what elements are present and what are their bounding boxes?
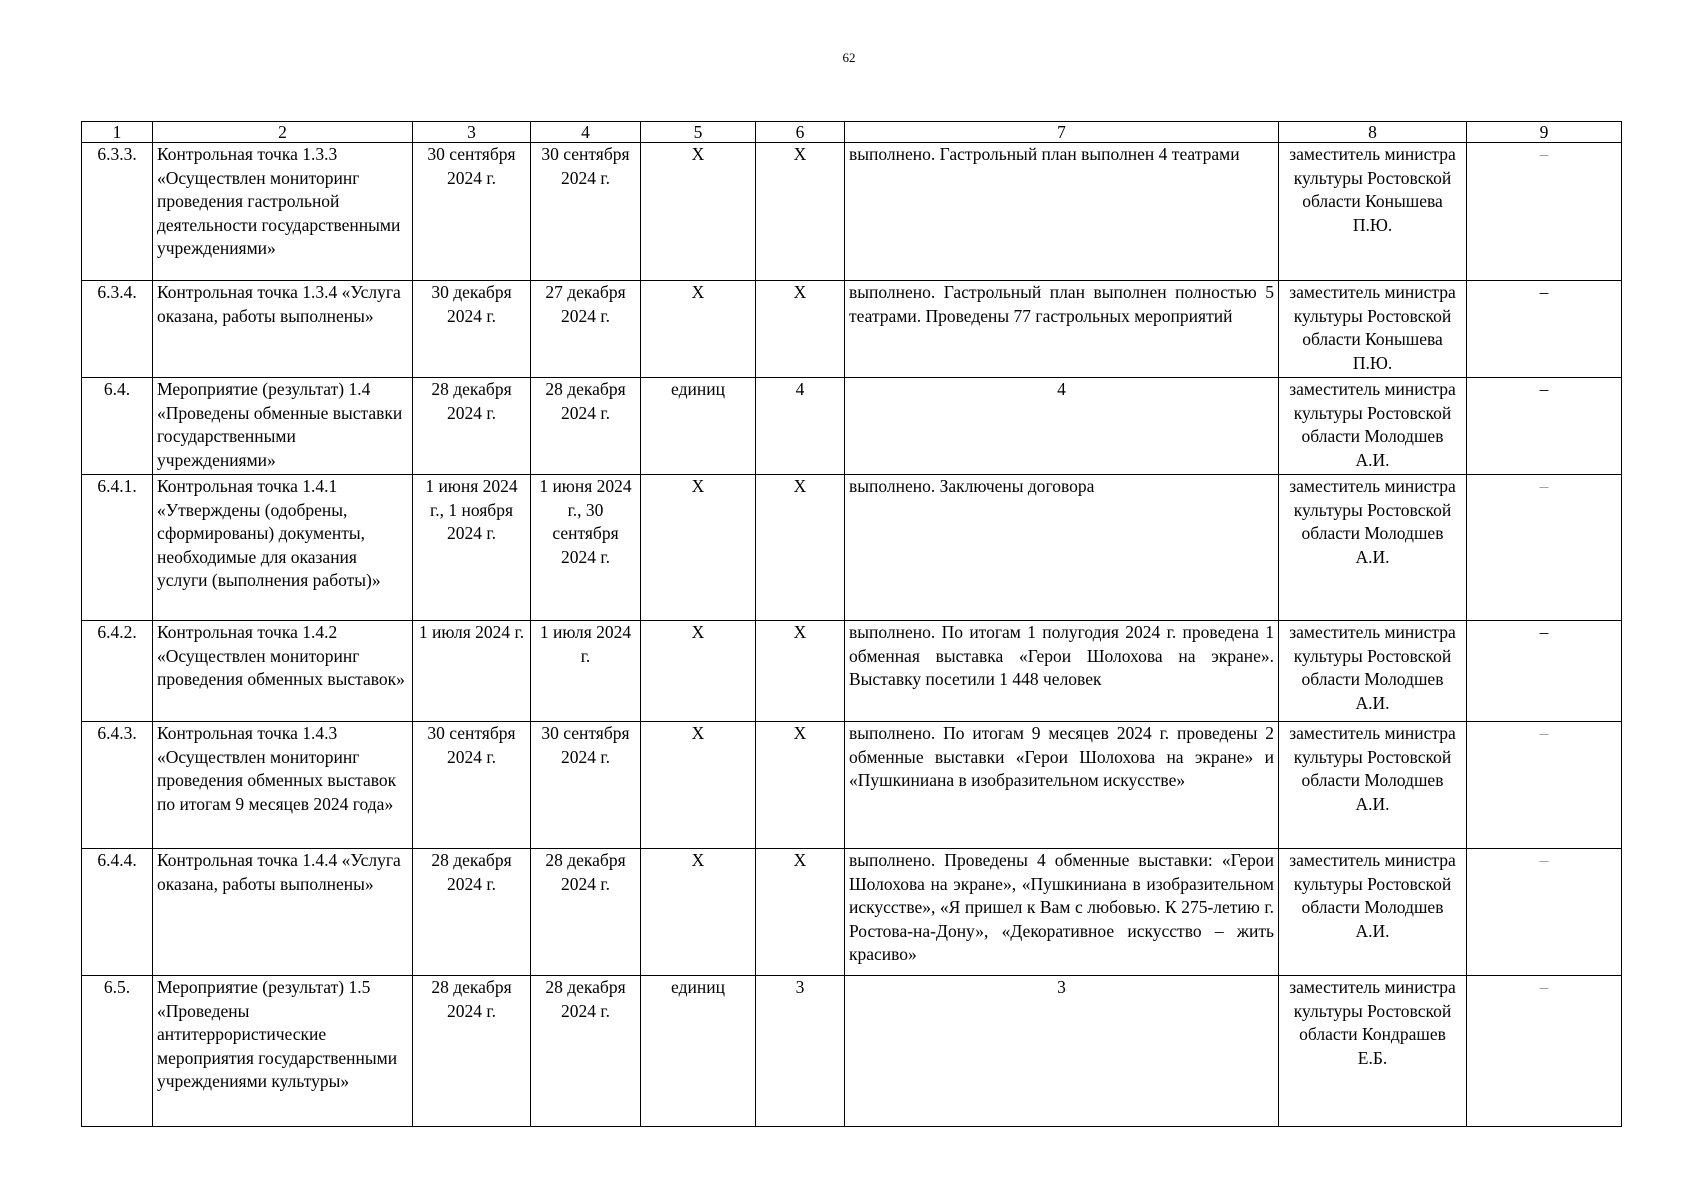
status-cell: выполнено. По итогам 1 полугодия 2024 г. проведена 1 обменная выставка «Герои Шолохова на экране». Выставку посетили 1 448 человек: [845, 621, 1279, 722]
table-row: [82, 722, 1622, 849]
unit-cell: Х: [641, 143, 756, 281]
value-cell: 4: [756, 378, 845, 475]
note-cell: –: [1467, 849, 1622, 976]
unit-cell: единиц: [641, 378, 756, 475]
fact-date: 1 июля 2024 г.: [531, 621, 641, 722]
unit-cell: единиц: [641, 976, 756, 1127]
plan-date: 28 декабря 2024 г.: [413, 378, 531, 475]
table-row: [82, 143, 1622, 281]
fact-date: 27 декабря 2024 г.: [531, 281, 641, 378]
plan-date: 30 сентября 2024 г.: [413, 722, 531, 849]
note-cell: –: [1467, 281, 1622, 378]
header-cell: 5: [641, 122, 756, 143]
table-row: [82, 621, 1622, 722]
responsible-cell: заместитель министра культуры Ростовской области Конышева П.Ю.: [1279, 281, 1467, 378]
responsible-cell: заместитель министра культуры Ростовской области Конышева П.Ю.: [1279, 143, 1467, 281]
row-name: Контрольная точка 1.4.1 «Утверждены (одобрены, сформированы) документы, необходимые для оказания услуги (выполнения работы)»: [153, 475, 413, 621]
value-cell: 3: [756, 976, 845, 1127]
row-name: Контрольная точка 1.3.3 «Осуществлен мониторинг проведения гастрольной деятельности государственными учреждениями»: [153, 143, 413, 281]
value-cell: Х: [756, 281, 845, 378]
value-cell: Х: [756, 475, 845, 621]
note-cell: –: [1467, 378, 1622, 475]
note-cell: –: [1467, 976, 1622, 1127]
responsible-cell: заместитель министра культуры Ростовской области Молодшев А.И.: [1279, 378, 1467, 475]
row-number: 6.4.2.: [82, 621, 153, 722]
table-row: [82, 849, 1622, 976]
plan-date: 30 декабря 2024 г.: [413, 281, 531, 378]
plan-date: 30 сентября 2024 г.: [413, 143, 531, 281]
header-cell: 2: [153, 122, 413, 143]
plan-date: 28 декабря 2024 г.: [413, 849, 531, 976]
value-cell: Х: [756, 143, 845, 281]
row-name: Контрольная точка 1.4.2 «Осуществлен мониторинг проведения обменных выставок»: [153, 621, 413, 722]
header-cell: 1: [82, 122, 153, 143]
status-cell: 3: [845, 976, 1279, 1127]
row-number: 6.4.3.: [82, 722, 153, 849]
note-cell: –: [1467, 143, 1622, 281]
header-cell: 8: [1279, 122, 1467, 143]
fact-date: 28 декабря 2024 г.: [531, 976, 641, 1127]
status-cell: 4: [845, 378, 1279, 475]
row-name: Мероприятие (результат) 1.4 «Проведены обменные выставки государственными учреждениями»: [153, 378, 413, 475]
fact-date: 1 июня 2024 г., 30 сентября 2024 г.: [531, 475, 641, 621]
value-cell: Х: [756, 849, 845, 976]
row-name: Контрольная точка 1.3.4 «Услуга оказана, работы выполнены»: [153, 281, 413, 378]
plan-date: 28 декабря 2024 г.: [413, 976, 531, 1127]
row-number: 6.3.4.: [82, 281, 153, 378]
header-cell: 3: [413, 122, 531, 143]
unit-cell: Х: [641, 722, 756, 849]
unit-cell: Х: [641, 281, 756, 378]
note-cell: –: [1467, 722, 1622, 849]
header-cell: 4: [531, 122, 641, 143]
table-row: [82, 475, 1622, 621]
header-cell: 6: [756, 122, 845, 143]
note-cell: –: [1467, 621, 1622, 722]
fact-date: 28 декабря 2024 г.: [531, 849, 641, 976]
status-cell: выполнено. Проведены 4 обменные выставки: «Герои Шолохова на экране», «Пушкиниана в изобразительном искусстве», «Я пришел к Вам с любовью. К 275-летию г. Ростова-на-Дону», «Декоративное искусство – жить красиво»: [845, 849, 1279, 976]
value-cell: Х: [756, 621, 845, 722]
row-number: 6.4.1.: [82, 475, 153, 621]
unit-cell: Х: [641, 621, 756, 722]
table-header-row: [82, 122, 1622, 143]
table-row: [82, 281, 1622, 378]
report-table: [81, 121, 1622, 1127]
unit-cell: Х: [641, 475, 756, 621]
note-cell: –: [1467, 475, 1622, 621]
header-cell: 9: [1467, 122, 1622, 143]
row-number: 6.4.: [82, 378, 153, 475]
plan-date: 1 июня 2024 г., 1 ноября 2024 г.: [413, 475, 531, 621]
responsible-cell: заместитель министра культуры Ростовской области Молодшев А.И.: [1279, 849, 1467, 976]
plan-date: 1 июля 2024 г.: [413, 621, 531, 722]
row-number: 6.5.: [82, 976, 153, 1127]
header-cell: 7: [845, 122, 1279, 143]
responsible-cell: заместитель министра культуры Ростовской области Молодшев А.И.: [1279, 722, 1467, 849]
value-cell: Х: [756, 722, 845, 849]
responsible-cell: заместитель министра культуры Ростовской области Кондрашев Е.Б.: [1279, 976, 1467, 1127]
page-number: 62: [842, 50, 856, 65]
status-cell: выполнено. Гастрольный план выполнен полностью 5 театрами. Проведены 77 гастрольных мероприятий: [845, 281, 1279, 378]
fact-date: 30 сентября 2024 г.: [531, 722, 641, 849]
row-name: Контрольная точка 1.4.3 «Осуществлен мониторинг проведения обменных выставок по итогам 9 месяцев 2024 года»: [153, 722, 413, 849]
responsible-cell: заместитель министра культуры Ростовской области Молодшев А.И.: [1279, 475, 1467, 621]
fact-date: 28 декабря 2024 г.: [531, 378, 641, 475]
unit-cell: Х: [641, 849, 756, 976]
responsible-cell: заместитель министра культуры Ростовской области Молодшев А.И.: [1279, 621, 1467, 722]
status-cell: выполнено. Гастрольный план выполнен 4 театрами: [845, 143, 1279, 281]
row-number: 6.4.4.: [82, 849, 153, 976]
fact-date: 30 сентября 2024 г.: [531, 143, 641, 281]
status-cell: выполнено. По итогам 9 месяцев 2024 г. проведены 2 обменные выставки «Герои Шолохова на экране» и «Пушкиниана в изобразительном искусстве»: [845, 722, 1279, 849]
row-name: Контрольная точка 1.4.4 «Услуга оказана, работы выполнены»: [153, 849, 413, 976]
table-row: [82, 378, 1622, 475]
row-number: 6.3.3.: [82, 143, 153, 281]
table-row: [82, 976, 1622, 1127]
row-name: Мероприятие (результат) 1.5 «Проведены антитеррористические мероприятия государственными учреждениями культуры»: [153, 976, 413, 1127]
status-cell: выполнено. Заключены договора: [845, 475, 1279, 621]
